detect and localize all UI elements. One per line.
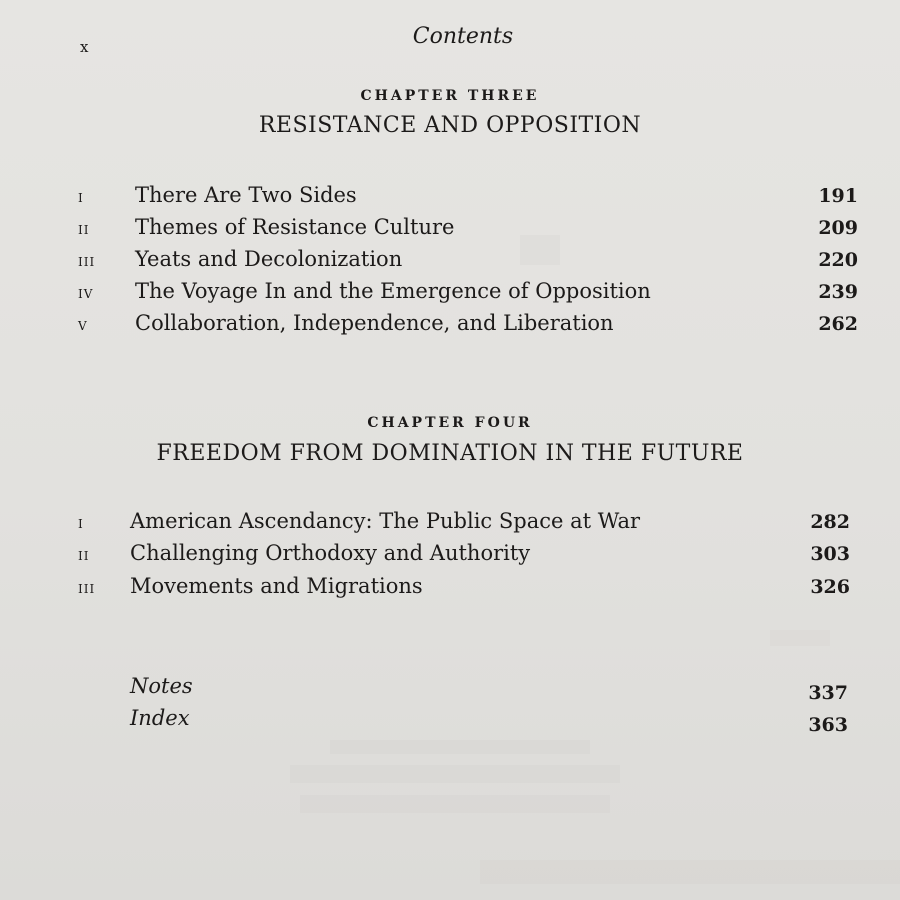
page-number: 326	[810, 576, 850, 598]
section-title: Movements and Migrations	[130, 574, 423, 598]
section-title: Themes of Resistance Culture	[135, 215, 455, 239]
section-numeral: IV	[78, 287, 94, 301]
running-head: Contents	[412, 24, 514, 49]
toc-entry	[78, 247, 858, 279]
page-number: 191	[818, 185, 858, 207]
section-numeral: V	[78, 319, 88, 333]
toc-entry	[78, 215, 858, 247]
section-numeral: III	[78, 582, 96, 596]
page-number: 282	[810, 511, 850, 533]
chapter-four-label: CHAPTER FOUR	[367, 415, 533, 431]
page-number: 209	[818, 217, 858, 239]
toc-entry	[78, 279, 858, 311]
toc-entry	[78, 311, 858, 343]
section-title: Collaboration, Independence, and Liberation	[135, 311, 614, 335]
toc-entry	[78, 509, 858, 541]
backmatter-title: Index	[130, 706, 190, 730]
section-numeral: II	[78, 223, 90, 237]
page-folio: x	[80, 38, 90, 56]
chapter-three-label: CHAPTER THREE	[360, 88, 540, 104]
page-number: 303	[810, 543, 850, 565]
section-title: Challenging Orthodoxy and Authority	[130, 541, 531, 565]
toc-entry-notes	[78, 674, 858, 706]
page-number: 363	[808, 714, 848, 736]
section-numeral: II	[78, 549, 90, 563]
section-title: American Ascendancy: The Public Space at War	[130, 509, 641, 533]
backmatter-title: Notes	[130, 674, 193, 698]
page-number: 337	[808, 682, 848, 704]
page-number: 220	[818, 249, 858, 271]
page-number: 262	[818, 313, 858, 335]
toc-entry	[78, 574, 858, 606]
page-number: 239	[818, 281, 858, 303]
toc-entry	[78, 183, 858, 215]
section-title: The Voyage In and the Emergence of Opposition	[135, 279, 651, 303]
section-numeral: I	[78, 517, 84, 531]
toc-entry	[78, 541, 858, 573]
section-numeral: I	[78, 191, 84, 205]
section-numeral: III	[78, 255, 96, 269]
section-title: Yeats and Decolonization	[135, 247, 403, 271]
toc-entry-index	[78, 706, 858, 738]
section-title: There Are Two Sides	[135, 183, 357, 207]
chapter-four-title: FREEDOM FROM DOMINATION IN THE FUTURE	[156, 441, 744, 466]
chapter-three-title: RESISTANCE AND OPPOSITION	[258, 113, 642, 138]
